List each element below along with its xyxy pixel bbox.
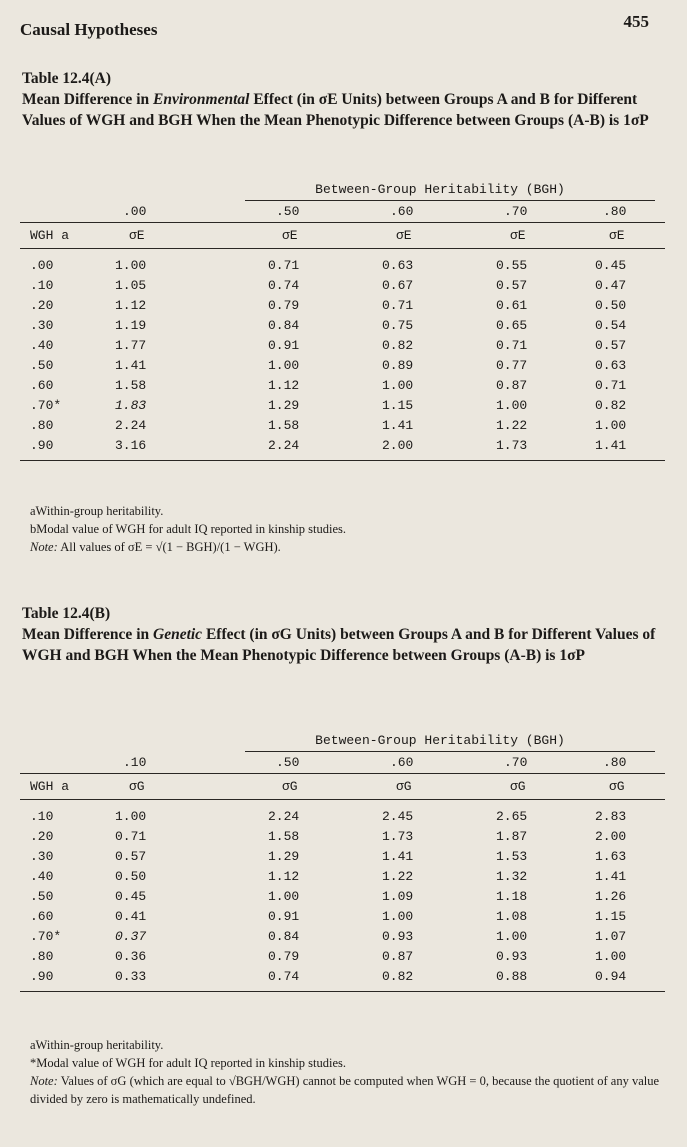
table-b (20, 727, 665, 1027)
table-b-cell: 1.41 (382, 849, 414, 864)
table-b-cell: 0.82 (382, 969, 414, 984)
table-a-cell: 0.71 (268, 258, 300, 273)
table-a-col-header: .80 (603, 204, 627, 219)
table-b-header-rule-top (20, 773, 665, 774)
table-b-caption (22, 603, 662, 666)
table-b-col-header: .50 (276, 755, 300, 770)
table-a-cell: 1.00 (595, 418, 627, 433)
table-b-cell: 1.32 (496, 869, 528, 884)
table-b-note-label: Note: (30, 1074, 58, 1088)
table-a-cell: 0.55 (496, 258, 528, 273)
table-b-cell: 0.37 (115, 929, 147, 944)
table-a-notes (30, 502, 670, 556)
table-b-cell: 0.87 (382, 949, 414, 964)
table-a-cell: 3.16 (115, 438, 147, 453)
table-a-cell: 0.77 (496, 358, 528, 373)
table-a (20, 176, 665, 476)
table-b-cell: 0.79 (268, 949, 300, 964)
table-a-cell: 1.41 (115, 358, 147, 373)
table-b-title-post: Effect (in σG Units) between Groups A and B for Different Values of WGH and BGH When the Mean Phenotypic Difference between Groups (A-B) is 1σP (22, 626, 656, 664)
table-a-cell: 0.67 (382, 278, 414, 293)
table-a-cell: 0.45 (595, 258, 627, 273)
table-b-cell: 0.36 (115, 949, 147, 964)
table-b-cell: 1.63 (595, 849, 627, 864)
table-a-row-wgh: .00 (30, 258, 54, 273)
table-b-bottom-rule (20, 991, 665, 992)
table-b-row-wgh: .40 (30, 869, 54, 884)
table-a-cell: 0.75 (382, 318, 414, 333)
table-b-row-wgh: .30 (30, 849, 54, 864)
table-a-title-post: Effect (in σE Units) between Groups A and B for Different Values of WGH and BGH When the Mean Phenotypic Difference between Groups (A-B) is 1σP (22, 91, 649, 129)
table-b-note-text: Values of σG (which are equal to √BGH/WGH) cannot be computed when WGH = 0, because the quotient of any value divided by zero is mathematically undefined. (30, 1074, 660, 1106)
table-b-cell: 2.24 (268, 809, 300, 824)
table-a-spanner: Between-Group Heritability (BGH) (315, 182, 565, 197)
table-b-title-italic: Genetic (153, 626, 203, 643)
table-a-note-3 (30, 538, 670, 556)
table-a-row-wgh: .60 (30, 378, 54, 393)
table-b-cell: 1.09 (382, 889, 414, 904)
table-a-cell: 1.41 (595, 438, 627, 453)
table-a-row-wgh: .40 (30, 338, 54, 353)
table-b-cell: 1.15 (595, 909, 627, 924)
table-a-cell: 0.71 (595, 378, 627, 393)
table-b-cell: 1.22 (382, 869, 414, 884)
table-a-cell: 1.12 (115, 298, 147, 313)
table-a-cell: 1.73 (496, 438, 528, 453)
table-b-row-wgh: .80 (30, 949, 54, 964)
table-b-title-pre: Mean Difference in (22, 626, 153, 643)
table-a-cell: 1.58 (268, 418, 300, 433)
table-a-cell: 0.79 (268, 298, 300, 313)
table-b-spanner-rule (245, 751, 655, 752)
table-b-col-header: .70 (504, 755, 528, 770)
table-a-cell: 2.24 (115, 418, 147, 433)
table-b-cell: 0.45 (115, 889, 147, 904)
table-a-cell: 0.89 (382, 358, 414, 373)
table-b-cell: 1.00 (115, 809, 147, 824)
table-a-cell: 0.50 (595, 298, 627, 313)
table-b-cell: 1.00 (496, 929, 528, 944)
table-b-col-header: .10 (123, 755, 147, 770)
table-b-cell: 1.00 (382, 909, 414, 924)
table-b-col-header: .60 (390, 755, 414, 770)
table-a-cell: 1.77 (115, 338, 147, 353)
table-a-cell: 0.84 (268, 318, 300, 333)
table-a-cell: 1.05 (115, 278, 147, 293)
table-a-cell: 1.15 (382, 398, 414, 413)
table-b-col-header: .80 (603, 755, 627, 770)
table-a-cell: 1.83 (115, 398, 147, 413)
table-b-cell: 1.87 (496, 829, 528, 844)
table-a-cell: 1.00 (382, 378, 414, 393)
table-a-row-wgh: .80 (30, 418, 54, 433)
running-head: Causal Hypotheses (20, 20, 158, 39)
table-b-row-wgh: .50 (30, 889, 54, 904)
table-b-sigma-label: σG (129, 779, 145, 794)
table-b-cell: 0.74 (268, 969, 300, 984)
table-b-cell: 0.91 (268, 909, 300, 924)
table-b-row-wgh: .10 (30, 809, 54, 824)
table-a-cell: 0.63 (595, 358, 627, 373)
table-a-cell: 1.58 (115, 378, 147, 393)
table-a-cell: 0.65 (496, 318, 528, 333)
table-a-col-header: .70 (504, 204, 528, 219)
table-a-cell: 0.91 (268, 338, 300, 353)
table-b-cell: 2.00 (595, 829, 627, 844)
table-a-note-1: aWithin-group heritability. (30, 504, 164, 518)
table-a-cell: 2.24 (268, 438, 300, 453)
table-a-cell: 0.57 (595, 338, 627, 353)
table-a-col-header: .50 (276, 204, 300, 219)
table-b-cell: 0.94 (595, 969, 627, 984)
table-a-cell: 0.61 (496, 298, 528, 313)
table-b-cell: 1.00 (268, 889, 300, 904)
table-a-sigma-label: σE (510, 228, 526, 243)
table-a-cell: 1.29 (268, 398, 300, 413)
table-a-row-wgh: .30 (30, 318, 54, 333)
table-a-note-label: Note: (30, 540, 58, 554)
table-b-cell: 0.71 (115, 829, 147, 844)
table-a-cell: 0.74 (268, 278, 300, 293)
table-b-note-1: aWithin-group heritability. (30, 1038, 164, 1052)
table-b-cell: 1.26 (595, 889, 627, 904)
table-a-cell: 1.00 (268, 358, 300, 373)
table-a-row-wgh: .70* (30, 398, 62, 413)
table-b-sigma-label: σG (282, 779, 298, 794)
table-a-sigma-label: σE (609, 228, 625, 243)
table-a-row-wgh: .50 (30, 358, 54, 373)
table-a-sigma-label: σE (282, 228, 298, 243)
table-a-row-header: WGH a (30, 228, 70, 243)
table-b-cell: 1.08 (496, 909, 528, 924)
table-b-spanner: Between-Group Heritability (BGH) (315, 733, 565, 748)
table-b-cell: 1.12 (268, 869, 300, 884)
table-b-row-header: WGH a (30, 779, 70, 794)
table-b-cell: 0.93 (496, 949, 528, 964)
table-a-cell: 0.71 (382, 298, 414, 313)
table-b-cell: 0.50 (115, 869, 147, 884)
table-b-cell: 2.65 (496, 809, 528, 824)
table-b-cell: 1.53 (496, 849, 528, 864)
table-b-cell: 1.58 (268, 829, 300, 844)
table-b-sigma-label: σG (609, 779, 625, 794)
table-b-header-rule-bottom (20, 799, 665, 800)
table-b-row-wgh: .60 (30, 909, 54, 924)
table-a-sigma-label: σE (396, 228, 412, 243)
table-a-title-italic: Environmental (153, 91, 250, 108)
table-b-cell: 1.73 (382, 829, 414, 844)
table-a-id: Table 12.4(A) (22, 70, 111, 87)
table-a-spanner-rule (245, 200, 655, 201)
table-b-cell: 1.18 (496, 889, 528, 904)
table-a-col-header: .00 (123, 204, 147, 219)
table-b-cell: 2.83 (595, 809, 627, 824)
table-b-note-2: *Modal value of WGH for adult IQ reported in kinship studies. (30, 1056, 347, 1070)
table-b-cell: 1.41 (595, 869, 627, 884)
table-a-cell: 1.00 (496, 398, 528, 413)
table-b-cell: 0.57 (115, 849, 147, 864)
table-a-cell: 1.22 (496, 418, 528, 433)
table-a-row-wgh: .20 (30, 298, 54, 313)
table-a-cell: 1.19 (115, 318, 147, 333)
table-b-cell: 0.88 (496, 969, 528, 984)
table-a-cell: 0.82 (382, 338, 414, 353)
table-a-note-text: All values of σE = √(1 − BGH)/(1 − WGH). (60, 540, 281, 554)
table-b-cell: 0.93 (382, 929, 414, 944)
table-a-cell: 1.41 (382, 418, 414, 433)
table-a-sigma-label: σE (129, 228, 145, 243)
table-b-cell: 1.29 (268, 849, 300, 864)
table-b-sigma-label: σG (396, 779, 412, 794)
table-a-row-wgh: .90 (30, 438, 54, 453)
table-b-note-3 (30, 1072, 670, 1108)
table-a-cell: 0.57 (496, 278, 528, 293)
page-number: 455 (623, 12, 649, 31)
table-a-header-rule-top (20, 222, 665, 223)
table-b-row-wgh: .20 (30, 829, 54, 844)
table-a-cell: 0.63 (382, 258, 414, 273)
table-a-cell: 2.00 (382, 438, 414, 453)
table-a-bottom-rule (20, 460, 665, 461)
table-a-caption (22, 68, 662, 131)
table-a-row-wgh: .10 (30, 278, 54, 293)
table-a-title-pre: Mean Difference in (22, 91, 153, 108)
table-a-col-header: .60 (390, 204, 414, 219)
table-a-header-rule-bottom (20, 248, 665, 249)
table-b-cell: 0.41 (115, 909, 147, 924)
table-b-row-wgh: .90 (30, 969, 54, 984)
table-b-cell: 2.45 (382, 809, 414, 824)
table-a-cell: 0.71 (496, 338, 528, 353)
table-b-notes (30, 1036, 670, 1108)
table-b-id: Table 12.4(B) (22, 605, 111, 622)
table-a-note-2: bModal value of WGH for adult IQ reported in kinship studies. (30, 522, 347, 536)
table-a-cell: 0.82 (595, 398, 627, 413)
table-b-cell: 1.00 (595, 949, 627, 964)
table-a-cell: 1.00 (115, 258, 147, 273)
table-a-cell: 0.87 (496, 378, 528, 393)
table-b-row-wgh: .70* (30, 929, 62, 944)
table-a-cell: 1.12 (268, 378, 300, 393)
table-b-cell: 0.33 (115, 969, 147, 984)
table-a-cell: 0.47 (595, 278, 627, 293)
table-b-cell: 1.07 (595, 929, 627, 944)
table-b-sigma-label: σG (510, 779, 526, 794)
table-b-cell: 0.84 (268, 929, 300, 944)
table-a-cell: 0.54 (595, 318, 627, 333)
